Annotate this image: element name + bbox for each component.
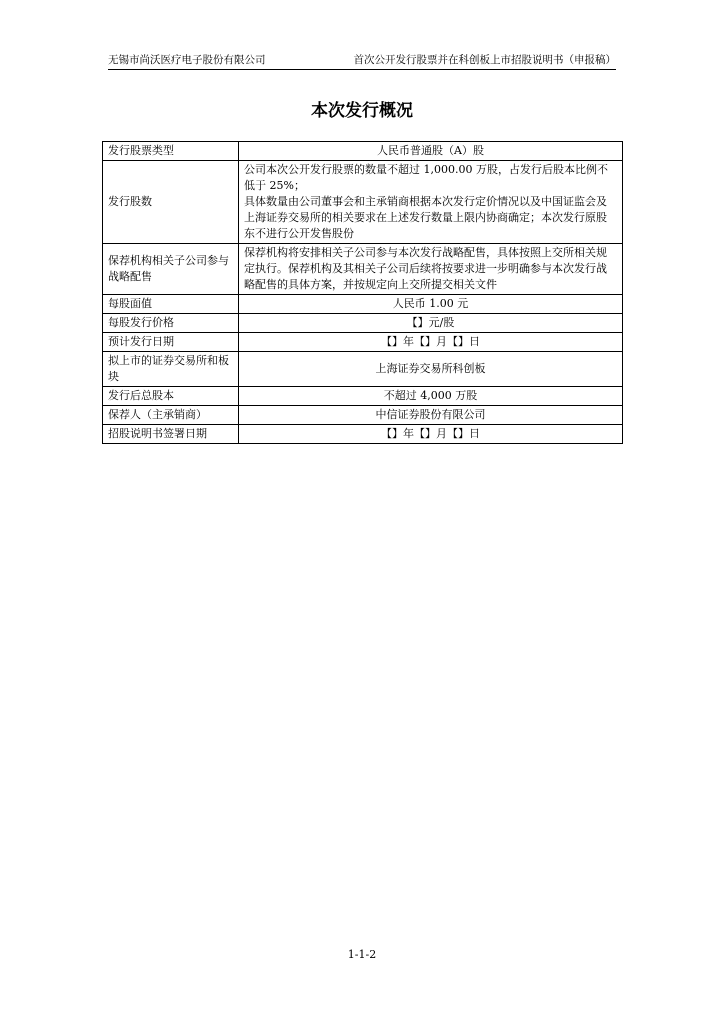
header-company-name: 无锡市尚沃医疗电子股份有限公司 (108, 54, 266, 66)
offering-summary-table (102, 141, 623, 444)
table-row (103, 387, 623, 406)
row-label: 保荐人（主承销商） (103, 406, 239, 425)
page-title: 本次发行概况 (311, 101, 413, 121)
row-label: 发行股数 (103, 161, 239, 244)
table-row (103, 314, 623, 333)
row-label: 招股说明书签署日期 (103, 425, 239, 444)
row-label: 每股面值 (103, 295, 239, 314)
row-value: 上海证券交易所科创板 (239, 352, 623, 387)
table-row (103, 425, 623, 444)
table-row (103, 142, 623, 161)
row-label: 拟上市的证券交易所和板块 (103, 352, 239, 387)
row-label: 发行后总股本 (103, 387, 239, 406)
row-value: 人民币普通股（A）股 (239, 142, 623, 161)
table-row (103, 406, 623, 425)
table-row (103, 161, 623, 244)
page-number: 1-1-2 (347, 948, 377, 961)
header-document-name: 首次公开发行股票并在科创板上市招股说明书（申报稿） (353, 54, 616, 66)
row-value: 人民币 1.00 元 (239, 295, 623, 314)
row-label: 保荐机构相关子公司参与战略配售 (103, 244, 239, 295)
row-value (239, 161, 623, 244)
table-row (103, 244, 623, 295)
row-label: 预计发行日期 (103, 333, 239, 352)
row-value: 【】年【】月【】日 (239, 333, 623, 352)
row-label: 发行股票类型 (103, 142, 239, 161)
table-row (103, 352, 623, 387)
row-value-line: 具体数量由公司董事会和主承销商根据本次发行定价情况以及中国证监会及上海证券交易所的相关要求在上述发行数量上限内协商确定；本次发行原股东不进行公开发售股份 (244, 195, 607, 240)
row-value: 不超过 4,000 万股 (239, 387, 623, 406)
table-row (103, 333, 623, 352)
row-value: 【】元/股 (239, 314, 623, 333)
row-label: 每股发行价格 (103, 314, 239, 333)
row-value-line: 公司本次公开发行股票的数量不超过 1,000.00 万股，占发行后股本比例不低于 25%； (244, 163, 608, 192)
page-header (108, 50, 616, 70)
row-value: 中信证券股份有限公司 (239, 406, 623, 425)
row-value: 保荐机构将安排相关子公司参与本次发行战略配售，具体按照上交所相关规定执行。保荐机构及其相关子公司后续将按要求进一步明确参与本次发行战略配售的具体方案，并按规定向上交所提交相关文件 (239, 244, 623, 295)
table-row (103, 295, 623, 314)
row-value: 【】年【】月【】日 (239, 425, 623, 444)
